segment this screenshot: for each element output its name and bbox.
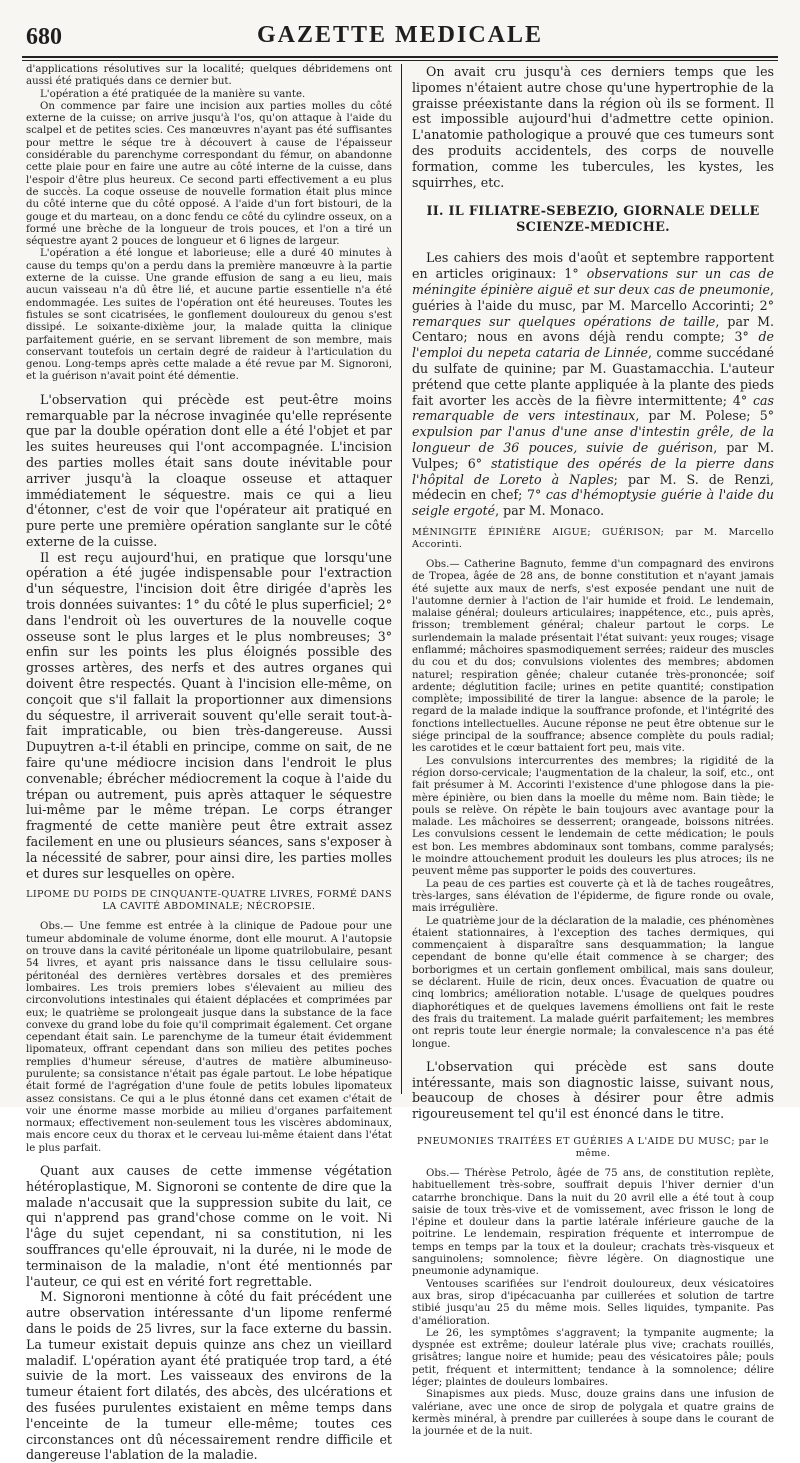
paragraph: Les convulsions intercurrentes des membres; la rigidité de la région dorso-cervicale; l'augmentation de la chaleur, la soif, etc., ont fait présumer à M. Accorinti l'existence d'une phlogose dans la pie-mère épinière, ou bien dans la moelle du même nom. Bain tiède; le pouls se relève. On répète le bain toujours avec avantage pour la malade. Les mâchoires se desserrent; orangeade, boissons nitrées. Les convulsions cessent le lendemain de cette médication; le pouls est bon. Les membres abdominaux sont tombans, comme paralysés; le moindre attouchement produit les douleurs les plus atroces; ils ne peuvent même pas supporter le poids des couvertures.	[412, 755, 774, 878]
paragraph: On avait cru jusqu'à ces derniers temps que les lipomes n'étaient autre chose qu'une hypertrophie de la graisse préexistante dans la région où ils se forment. Il est impossible aujourd'hui d'admettre cette opinion. L'anatomie pathologique a prouvé que ces tumeurs sont des produits accidentels, des corps de nouvelle formation, comme les tubercules, les kystes, les squirrhes, etc.	[412, 64, 774, 190]
obs-label: Obs.	[426, 558, 450, 570]
text-run: ; par M. S. de Renzi, médecin en chef; 7°	[412, 471, 775, 503]
header-rule	[22, 56, 778, 58]
column-divider	[401, 64, 402, 1094]
text-run-italic: cas d'hémoptysie guérie à l'aide du seigle ergoté	[412, 487, 774, 519]
text-run-italic: de l'emploi du nepeta cataria de Linnée	[412, 329, 774, 361]
text-run: , par M. Monaco.	[495, 503, 605, 519]
paragraph: Quant aux causes de cette immense végétation hétéroplastique, M. Signoroni se contente de dire que la malade n'accusait que la suppression subite du lait, ce qui n'apprend pas grand'chose comme on le voit. Ni l'âge du sujet cependant, ni sa constitution, ni les souffrances qu'elle éprouvait, ni la durée, ni le mode de terminaison de la maladie, n'ont été mentionnés par l'auteur, ce qui est en vérité fort regrettable.	[26, 1163, 392, 1289]
header-rule-thin	[22, 60, 778, 61]
paragraph	[412, 559, 774, 756]
article-subtitle: PNEUMONIES TRAITÉES ET GUÉRIES A L'AIDE DU MUSC; par le même.	[416, 1135, 770, 1159]
obs-label: Obs.	[426, 1167, 450, 1179]
paragraph: Sinapismes aux pieds. Musc, douze grains dans une infusion de valériane, avec une once de sirop de polygala et quatre grains de kermès minéral, à prendre par cuillerées à soupe dans le courant de la journée et de la nuit.	[412, 1389, 774, 1438]
text-run: , comme succédané du sulfate de quinine; par M. Guastamacchia. L'auteur prétend que cette plante appliquée à la plante des pieds fait avorter les accès de la fièvre intermittente; 4°	[412, 345, 775, 408]
obs-text: — Une femme est entrée à la clinique de Padoue pour une tumeur abdominale de volume énorme, dont elle mourut. A l'autopsie on trouve dans la cavité péritonéale un lipome quatrilobulaire, pesant 54 livres, et ayant pris naissance dans le tissu cellulaire sous-péritonéal des dernières vertèbres dorsales et des premières lombaires. Les trois premiers lobes s'élevaient au milieu des circonvolutions intestinales qui étaient déplacées et comprimées par eux; le quatrième se prolongeait jusque dans la substance de la face convexe du grand lobe du foie qu'il comprimait également. Cet organe cependant était sain. Le parenchyme de la tumeur était évidemment lipomateux, offrant cependant dans son milieu des petites poches remplies d'humeur séreuse, d'autres de matière albumineuso-purulente; sa consistance n'était pas égale partout. Le lobe hépatique était formé de l'agrégation d'une foule de petits lobules lipomateux assez consistans. Ce qui a le plus étonné dans cet examen c'était de voir une énorme masse morbide au milieu d'organes parfaitement normaux; effectivement non-seulement tous les viscères abdominaux, mais encore ceux du thorax et le cerveau lui-même étaient dans l'état le plus parfait.	[26, 921, 392, 1154]
text-run-italic: observations sur un cas de méningite épinière aiguë et sur deux cas de pneumonie	[412, 266, 774, 297]
paragraph: L'observation qui précède est sans doute intéressante, mais son diagnostic laisse, suivant nous, beaucoup de choses à désirer pour être admis rigoureusement tel qu'il est énoncé dans le titre.	[412, 1058, 774, 1122]
paragraph: On commence par faire une incision aux parties molles du côté externe de la cuisse; on arrive jusqu'à l'os, qu'on attaque à l'aide du scalpel et de petites scies. Ces manœuvres n'ayant pas été suffisantes pour mettre le séque tre à découvert à cause de l'épaisseur considérable du parenchyme correspondant du fémur, on abandonne cette plaie pour en faire une autre au côté interne de la cuisse, dans l'espoir d'être plus heureux. Ce second parti effectivement a eu plus de succès. La coque osseuse de nouvelle formation était plus mince du côté interne que du côté opposé. A l'aide d'un fort bistouri, de la gouge et du marteau, on a donc fendu ce côté du cylindre osseux, on a formé une brèche de la longueur de trois pouces, et l'on a tiré un séquestre ayant 2 pouces de longueur et 6 lignes de largeur.	[26, 100, 392, 248]
paragraph: L'observation qui précède est peut-être moins remarquable par la nécrose invaginée qu'elle représente que par la double opération dont elle a été l'objet et par les suites heureuses qui l'ont accompagnée. L'incision des parties molles était sans doute inévitable pour arriver jusqu'à la cloaque osseuse et attaquer immédiatement le séquestre. mais ce qui a lieu d'étonner, c'est de voir que l'opérateur ait pratiqué en pure perte une première opération sanglante sur le côté externe de la cuisse.	[26, 391, 392, 549]
obs-text: — Catherine Bagnuto, femme d'un compagnard des environs de Tropea, âgée de 28 ans, de bonne constitution et n'ayant jamais été sujette aux maux de nerfs, s'est exposée pendant une nuit de l'automne dernier à l'action de l'air humide et froid. Le lendemain, malaise général; douleurs articulaires; inappétence, etc., puis après, frisson; tremblement général; chaleur partout le corps. Le surlendemain la malade présentait l'état suivant: yeux rouges; visage enflammé; mâchoires spasmodiquement serrées; raideur des muscles du cou et du dos; convulsions violentes des membres; abdomen naturel; respiration gênée; chaleur cutanée très-prononcée; soif ardente; déglutition facile; urines en petite quantité; constipation complète; impossibilité de tirer la langue: absence de la parole; le regard de la malade indique la souffrance profonde, et l'intégrité des fonctions intellectuelles. Aucune réponse ne peut être obtenue sur le siége principal de la souffrance; absence complète du pouls radial; les carotides et le cœur battaient fort peu, mais vite.	[412, 558, 774, 755]
obs-text: — Thérèse Petrolo, âgée de 75 ans, de constitution replète, habituellement très-sobre, souffrait depuis l'hiver dernier d'un catarrhe bronchique. Dans la nuit du 20 avril elle a été tout à coup saisie de toux très-vive et de vomissement, avec frisson le long de l'épine et douleur dans la partie latérale inférieure gauche de la poitrine. Le lendemain, respiration fréquente et interrompue de temps en temps par la toux et la douleur; crachats très-visqueux et sanguinolens; somnolence; fièvre légère. On diagnostique une pneumonie adynamique.	[412, 1167, 774, 1278]
paragraph: La peau de ces parties est couverte çà et là de taches rougeâtres, très-larges, sans élévation de l'épiderme, de figure ronde ou ovale, mais irrégulière.	[412, 878, 774, 915]
page-number: 680	[26, 24, 62, 50]
paragraph: Le 26, les symptômes s'aggravent; la tympanite augmente; la dyspnée est extrême; douleur latérale plus vive; crachats rouillés, grisâtres; langue noire et humide; peau des vésicatoires pâle; pouls petit, fréquent et intermittent; tendance à la somnolence; délire léger; plaintes de douleurs lombaires.	[412, 1327, 774, 1389]
paragraph	[412, 250, 774, 519]
article-subtitle: LIPOME DU POIDS DE CINQUANTE-QUATRE LIVRES, FORMÉ DANS LA CAVITÉ ABDOMINALE; NÉCROPSIE.	[26, 889, 392, 913]
journal-title: GAZETTE MEDICALE	[256, 22, 544, 48]
section-title: II. IL FILIATRE-SEBEZIO, GIORNALE DELLE SCIENZE-MEDICHE.	[426, 204, 760, 236]
paragraph: Ventouses scarifiées sur l'endroit douloureux, deux vésicatoires aux bras, sirop d'ipécacuanha par cuillerées et solution de tartre stibié jusqu'au 25 du même mois. Selles liquides, tympanite. Pas d'amélioration.	[412, 1278, 774, 1327]
text-run: , par M. Polese; 5°	[635, 408, 775, 424]
text-run: , par M. Centaro; nous en avons déjà rendu compte; 3°	[412, 313, 775, 345]
text-run-italic: statistique des opérés de la pierre dans l'hôpital de Loreto à Naples	[412, 455, 775, 487]
article-subtitle: MÉNINGITE ÉPINIÈRE AIGUE; GUÉRISON; par M. Marcello Accorinti.	[412, 526, 774, 550]
page-header	[22, 18, 778, 58]
text-run-italic: expulsion par l'anus d'une anse d'intestin grêle, de la longueur de 36 pouces, suivie de guérison	[412, 424, 774, 455]
paragraph: M. Signoroni mentionne à côté du fait précédent une autre observation intéressante d'un lipome renfermé dans le poids de 25 livres, sur la face externe du bassin. La tumeur existait depuis quinze ans chez un vieillard maladif. L'opération ayant été pratiquée trop tard, a été suivie de la mort. Les vaisseaux des environs de la tumeur étaient fort dilatés, des abcès, des ulcérations et des fusées purulentes existaient en même temps dans l'enceinte de la tumeur elle-même; toutes ces circonstances ont dû nécessairement rendre difficile et dangereuse l'ablation de la maladie.	[26, 1289, 392, 1463]
text-run-italic: cas remarquable de vers intestinaux	[412, 392, 774, 424]
paragraph: Le quatrième jour de la déclaration de la maladie, ces phénomènes étaient stationnaires, à l'exception des taches dermiques, qui commençaient à disparaître sans desquammation; la langue cependant de bonne qu'elle était commence à se charger; des borborigmes et un certain gonflement ombilical, mais sans douleur, se déclarent. Huile de ricin, deux onces. Évacuation de quatre ou cinq lombrics; amélioration notable. L'usage de quelques poudres diaphorétiques et de quelques lavemens émolliens ont fait le reste des frais du traitement. La malade guérit parfaitement; les membres ont repris toute leur énergie normale; la convalescence n'a pas été longue.	[412, 915, 774, 1050]
text-run: Les cahiers des mois d'août et septembre rapportent en articles originaux: 1°	[412, 250, 774, 282]
paragraph: Il est reçu aujourd'hui, en pratique que lorsqu'une opération a été jugée indispensable pour l'extraction d'un séquestre, l'incision doit être dirigée d'après les trois données suivantes: 1° du côté le plus superficiel; 2° dans l'endroit où les ouvertures de la nouvelle coque osseuse sont le plus larges et le plus nombreuses; 3° enfin sur les points les plus éloignés possible des grosses artères, des nerfs et des autres organes qui doivent être respectés. Quant à l'incision elle-même, on conçoit que s'il fallait la proportionner aux dimensions du séquestre, il arriverait souvent qu'elle serait tout-à-fait impraticable, ou bien très-dangereuse. Aussi Dupuytren a-t-il établi en principe, comme on sait, de ne faire qu'une médiocre incision dans l'endroit le plus convenable; ébrécher médiocrement la coque à l'aide du trépan ou autrement, puis après attaquer le séquestre lui-même par le même trépan. Le corps étranger fragmenté de cette manière peut être extrait assez facilement en une ou plusieurs séances, sans s'exposer à la nécessité de sabrer, pour ainsi dire, les parties molles et dures sur lesquelles on opère.	[26, 549, 392, 881]
paragraph: L'opération a été longue et laborieuse; elle a duré 40 minutes à cause du temps qu'on a perdu dans la première manœuvre à la partie externe de la cuisse. Une grande effusion de sang a eu lieu, mais aucun vaisseau n'a dû être lié, et aucune partie essentielle n'a été endommagée. Les suites de l'opération ont été heureuses. Toutes les fistules se sont cicatrisées, le gonflement douloureux du genou s'est dissipé. Le soixante-dixième jour, la malade quitta la clinique parfaitement guérie, en se servant librement de son membre, mais conservant toutefois un certain degré de raideur à l'articulation du genou. Long-temps après cette malade a été revue par M. Signoroni, et la guérison n'avait point été démentie.	[26, 248, 392, 383]
text-run-italic: remarques sur quelques opérations de taille	[412, 313, 716, 329]
paragraph: d'applications résolutives sur la localité; quelques débridemens ont aussi été pratiqués dans ce dernier but.	[26, 64, 392, 88]
text-run: , guéries à l'aide du musc, par M. Marcello Accorinti; 2°	[412, 281, 774, 313]
text-run: , par M. Vulpes; 6°	[412, 439, 774, 471]
paragraph	[26, 921, 392, 1155]
obs-label: Obs.	[40, 921, 64, 933]
right-column	[412, 64, 775, 1438]
left-column	[26, 64, 392, 1463]
paragraph	[412, 1168, 774, 1279]
paragraph: L'opération a été pratiquée de la manière su vante.	[40, 88, 306, 100]
